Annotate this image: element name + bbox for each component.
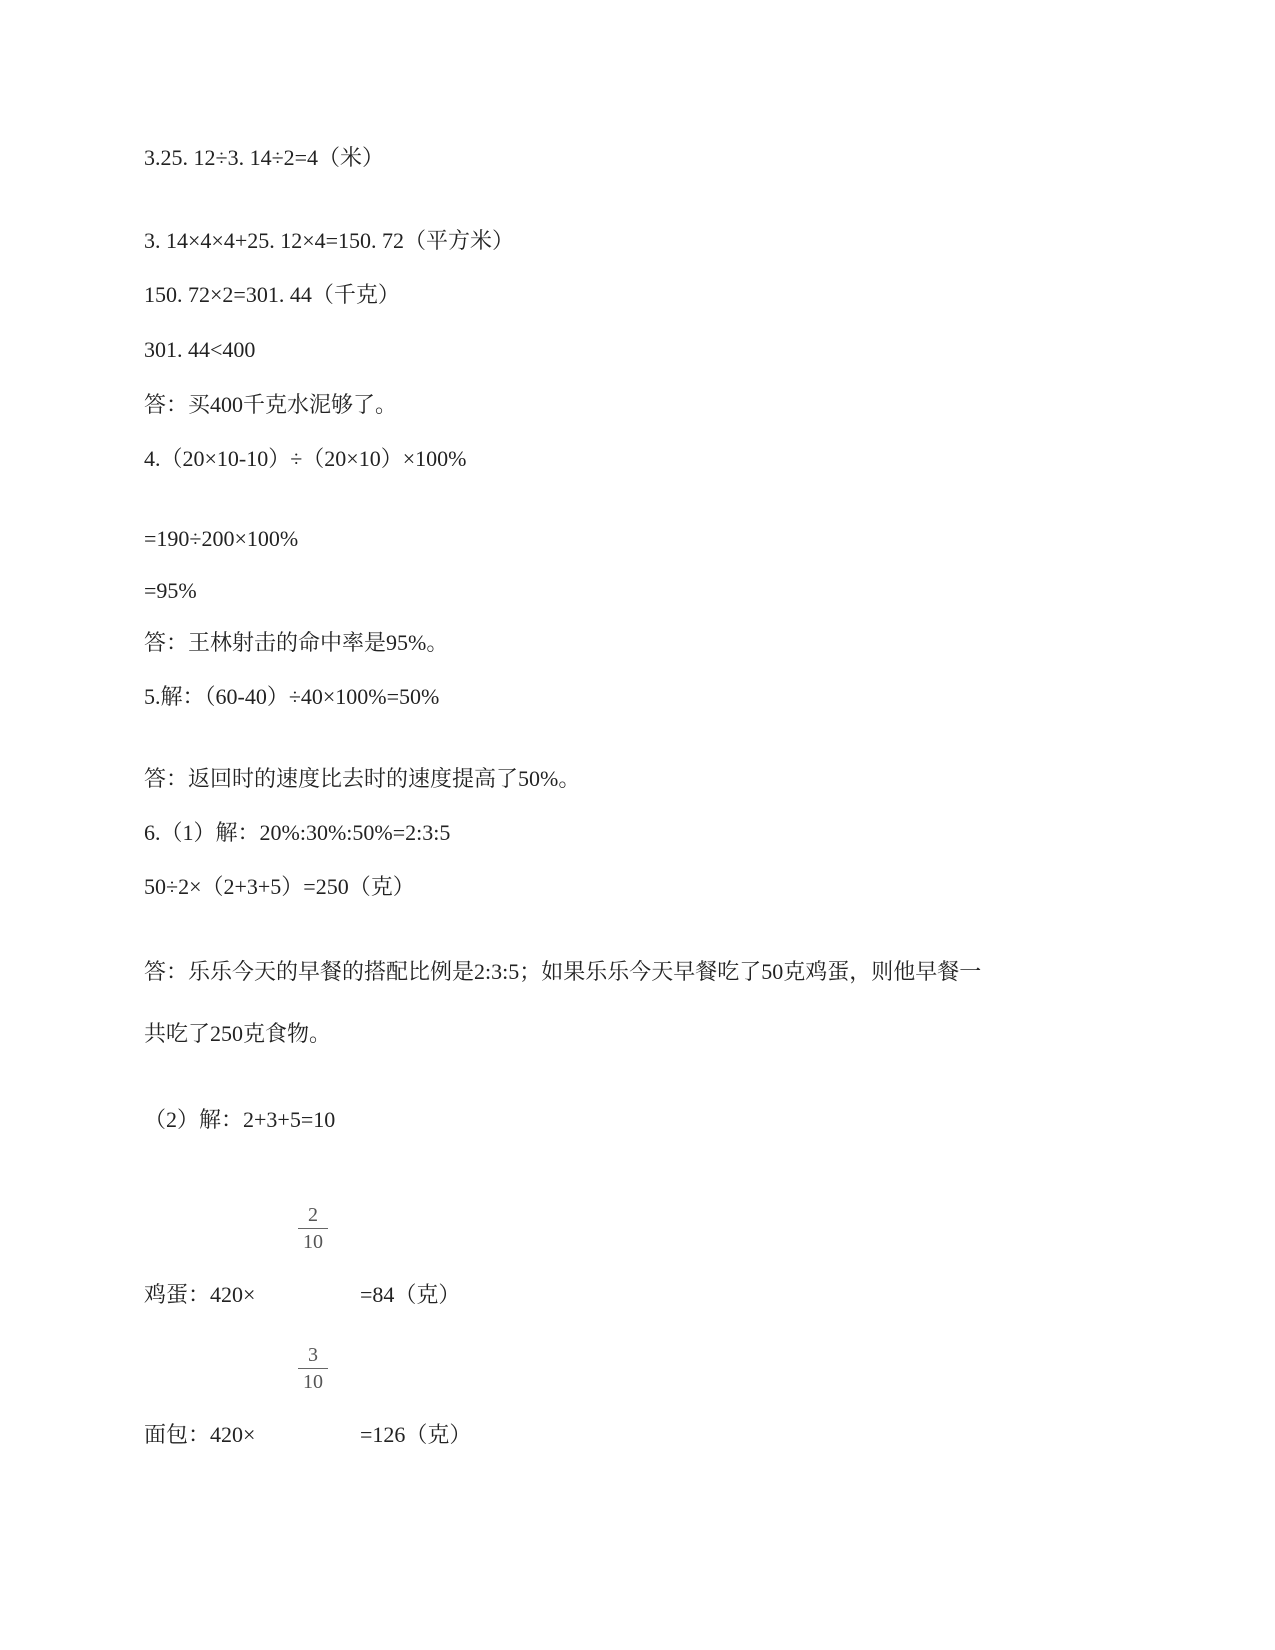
- solution-4-step-1: 4.（20×10-10）÷（20×10）×100%: [144, 446, 467, 471]
- bread-fraction-denominator: 10: [303, 1371, 323, 1393]
- solution-3-step-3: 150. 72×2=301. 44（千克）: [144, 282, 400, 307]
- solution-3-step-2: 3. 14×4×4+25. 12×4=150. 72（平方米）: [144, 228, 515, 253]
- solution-4-step-2: =190÷200×100%: [144, 526, 299, 551]
- bread-fraction-numerator: 3: [298, 1344, 328, 1369]
- egg-calc-prefix: 鸡蛋：420×: [144, 1282, 256, 1307]
- solution-4-step-3: =95%: [144, 578, 197, 603]
- solution-5-answer: 答：返回时的速度比去时的速度提高了50%。: [144, 766, 581, 791]
- solution-6-1-answer-line-1: 答：乐乐今天的早餐的搭配比例是2:3:5；如果乐乐今天早餐吃了50克鸡蛋，则他早餐一: [144, 959, 982, 984]
- solution-3-comparison: 301. 44<400: [144, 337, 256, 362]
- solution-3-answer: 答：买400千克水泥够了。: [144, 392, 398, 417]
- egg-calculation: [144, 1204, 744, 1324]
- egg-fraction: [298, 1204, 328, 1253]
- bread-calc-prefix: 面包：420×: [144, 1422, 256, 1447]
- bread-fraction: [298, 1344, 328, 1393]
- solution-6-1-step-2: 50÷2×（2+3+5）=250（克）: [144, 874, 415, 899]
- bread-calc-result: =126（克）: [360, 1422, 472, 1447]
- solution-6-1-answer-line-2: 共吃了250克食物。: [144, 1021, 332, 1046]
- solution-4-answer: 答：王林射击的命中率是95%。: [144, 630, 449, 655]
- egg-fraction-denominator: 10: [303, 1231, 323, 1253]
- bread-calculation: [144, 1344, 744, 1464]
- solution-6-2-step-1: （2）解：2+3+5=10: [144, 1107, 336, 1132]
- solution-3-step-1: 3.25. 12÷3. 14÷2=4（米）: [144, 145, 385, 170]
- solution-6-1-step-1: 6.（1）解：20%:30%:50%=2:3:5: [144, 820, 451, 845]
- solution-5-step: 5.解：（60-40）÷40×100%=50%: [144, 684, 440, 709]
- egg-fraction-numerator: 2: [298, 1204, 328, 1229]
- egg-calc-result: =84（克）: [360, 1282, 461, 1307]
